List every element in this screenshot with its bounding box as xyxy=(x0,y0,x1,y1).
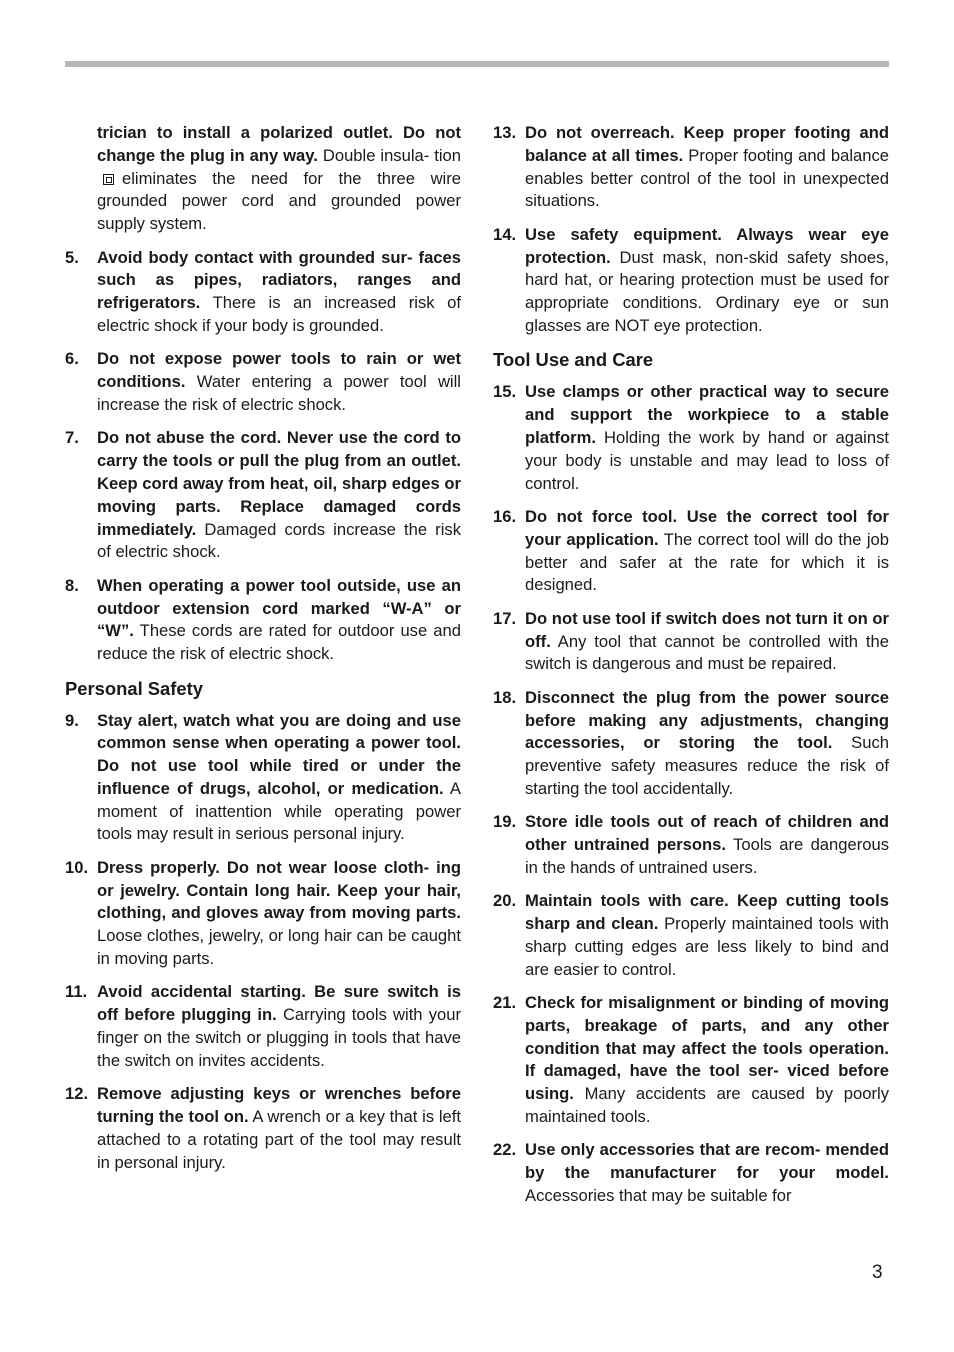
item-bold-text: Do not force tool. Use the correct tool for your application. xyxy=(525,506,889,549)
list-item xyxy=(493,992,889,1129)
list-item xyxy=(493,890,889,981)
item-bold-text: Store idle tools out of reach of children and other untrained persons. xyxy=(525,812,889,855)
list-item xyxy=(493,1139,889,1207)
list-item xyxy=(493,506,889,597)
item-number: 7. xyxy=(65,428,79,448)
item-number: 10. xyxy=(65,857,89,877)
item-number: 5. xyxy=(65,247,79,267)
item-body-text: Any tool that cannot be controlled with the switch is dangerous and must be repaired. xyxy=(525,631,889,674)
item-bold-text: Do not overreach. Keep proper footing and balance at all times. xyxy=(525,123,889,165)
item-bold-text: Avoid body contact with grounded sur- faces such as pipes, radiators, ranges and refrigerators. xyxy=(97,247,461,313)
right-column xyxy=(493,122,889,1218)
item-number: 18. xyxy=(493,687,517,707)
item-body-text: A moment of inattention while operating power tools may result in serious personal injury. xyxy=(97,778,461,844)
item-body-text: Properly maintained tools with sharp cutting edges are less likely to bind and are easier to control. xyxy=(525,914,889,979)
item-bold-text: Check for misalignment or binding of moving parts, breakage of parts, and any other condition that may affect the tools operation. If damaged, have the tool ser- viced before using. xyxy=(525,993,889,1104)
section-heading-tool-use: Tool Use and Care xyxy=(493,349,654,371)
item-body-text: A wrench or a key that is left attached to a rotating part of the tool may result in personal injury. xyxy=(97,1107,461,1172)
item-bold-text: Avoid accidental starting. Be sure switch is off before plugging in. xyxy=(97,982,461,1025)
items-group-personal xyxy=(65,710,461,1175)
item-bold-text: Do not use tool if switch does not turn it on or off. xyxy=(525,608,889,651)
list-item xyxy=(65,710,461,847)
item-bold-text: Use only accessories that are recom- mended by the manufacturer for your model. xyxy=(525,1140,889,1183)
item-bold-text: Use safety equipment. Always wear eye protection. xyxy=(525,224,889,267)
list-item xyxy=(493,811,889,879)
item-body-text: Loose clothes, jewelry, or long hair can be caught in moving parts. xyxy=(97,926,461,969)
item-number: 12. xyxy=(65,1084,89,1104)
list-item xyxy=(493,122,889,213)
item-number: 15. xyxy=(493,382,517,402)
item-number: 17. xyxy=(493,608,517,628)
double-insulation-icon xyxy=(103,174,114,185)
item-bold-text: Maintain tools with care. Keep cutting tools sharp and clean. xyxy=(525,891,889,934)
item-number: 11. xyxy=(65,982,88,1002)
paragraph-text-2: eliminates the need for the three wire grounded power cord and grounded power supply system. xyxy=(97,168,461,234)
list-item xyxy=(493,381,889,495)
item-bold-text: Do not expose power tools to rain or wet conditions. xyxy=(97,349,461,392)
item-body-text: Holding the work by hand or against your body is unstable and may lead to loss of control. xyxy=(525,427,889,493)
item-body-text: Accessories that may be suitable for xyxy=(525,1186,792,1206)
section-heading-personal-safety: Personal Safety xyxy=(65,677,203,699)
item-body-text: There is an increased risk of electric shock if your body is grounded. xyxy=(97,293,461,335)
items-group-safety-equipment xyxy=(493,122,889,338)
item-bold-text: When operating a power tool outside, use an outdoor extension cord marked “W-A” or “W”. xyxy=(97,575,461,641)
item-number: 6. xyxy=(65,349,79,369)
item-number: 20. xyxy=(493,891,517,911)
item-number: 13. xyxy=(493,123,517,142)
item-body-text: The correct tool will do the job better and safer at the rate for which it is designed. xyxy=(525,529,889,595)
list-item xyxy=(493,608,889,676)
item-body-text: Carrying tools with your finger on the switch or plugging in tools that have the switch on invites accidents. xyxy=(97,1005,461,1070)
item-body-text: Water entering a power tool will increase the risk of electric shock. xyxy=(97,372,461,414)
list-item xyxy=(493,224,889,338)
item-number: 19. xyxy=(493,812,517,832)
paragraph-text: Double insula- tion xyxy=(317,145,461,165)
item-number: 14. xyxy=(493,224,517,244)
list-item xyxy=(65,247,461,338)
item-body-text: Damaged cords increase the risk of electric shock. xyxy=(97,519,461,562)
items-group-tool-use xyxy=(493,381,889,1207)
item-bold-text: Use clamps or other practical way to secure and support the workpiece to a stable platform. xyxy=(525,382,889,447)
item-bold-text: Remove adjusting keys or wrenches before turning the tool on. xyxy=(97,1084,461,1127)
item-body-text: Such preventive safety measures reduce the risk of starting the tool accidentally. xyxy=(525,733,889,798)
list-item xyxy=(493,687,889,801)
item-body-text: Many accidents are caused by poorly maintained tools. xyxy=(525,1084,889,1127)
item-bold-text: Do not abuse the cord. Never use the cord to carry the tools or pull the plug from an outlet. Keep cord away from heat, oil, sharp edges or moving parts. Replace damaged cords immediately. xyxy=(97,428,461,539)
paragraph-bold: trician to install a polarized outlet. Do not change the plug in any way. xyxy=(97,123,461,165)
item-number: 8. xyxy=(65,575,79,595)
items-group-electrical xyxy=(65,247,461,666)
list-item xyxy=(65,1083,461,1174)
left-column xyxy=(65,122,461,1185)
item-number: 22. xyxy=(493,1140,517,1160)
item-body-text: Dust mask, non-skid safety shoes, hard hat, or hearing protection must be used for appropriate conditions. Ordinary eye or sun glasses are NOT eye protection. xyxy=(525,247,889,335)
header-rule xyxy=(65,61,889,67)
list-item xyxy=(65,981,461,1072)
item-bold-text: Stay alert, watch what you are doing and use common sense when operating a power tool. Do not use tool while tired or under the influence of drugs, alcohol, or medication. xyxy=(97,710,461,798)
item-number: 9. xyxy=(65,710,79,730)
item-body-text: These cords are rated for outdoor use and reduce the risk of electric shock. xyxy=(97,621,461,664)
page-number: 3 xyxy=(872,1262,883,1283)
item-number: 16. xyxy=(493,506,517,526)
continued-paragraph xyxy=(65,122,461,236)
item-number: 21. xyxy=(493,993,517,1013)
item-bold-text: Disconnect the plug from the power source before making any adjustments, changing accessories, or storing the tool. xyxy=(525,687,889,753)
item-bold-text: Dress properly. Do not wear loose cloth- ing or jewelry. Contain long hair. Keep your hair, clothing, and gloves away from moving parts. xyxy=(97,857,461,923)
item-body-text: Proper footing and balance enables better control of the tool in unexpected situations. xyxy=(525,145,889,211)
list-item xyxy=(65,427,461,564)
list-item xyxy=(65,575,461,666)
item-body-text: Tools are dangerous in the hands of untrained users. xyxy=(525,835,889,877)
list-item xyxy=(65,857,461,971)
list-item xyxy=(65,348,461,416)
